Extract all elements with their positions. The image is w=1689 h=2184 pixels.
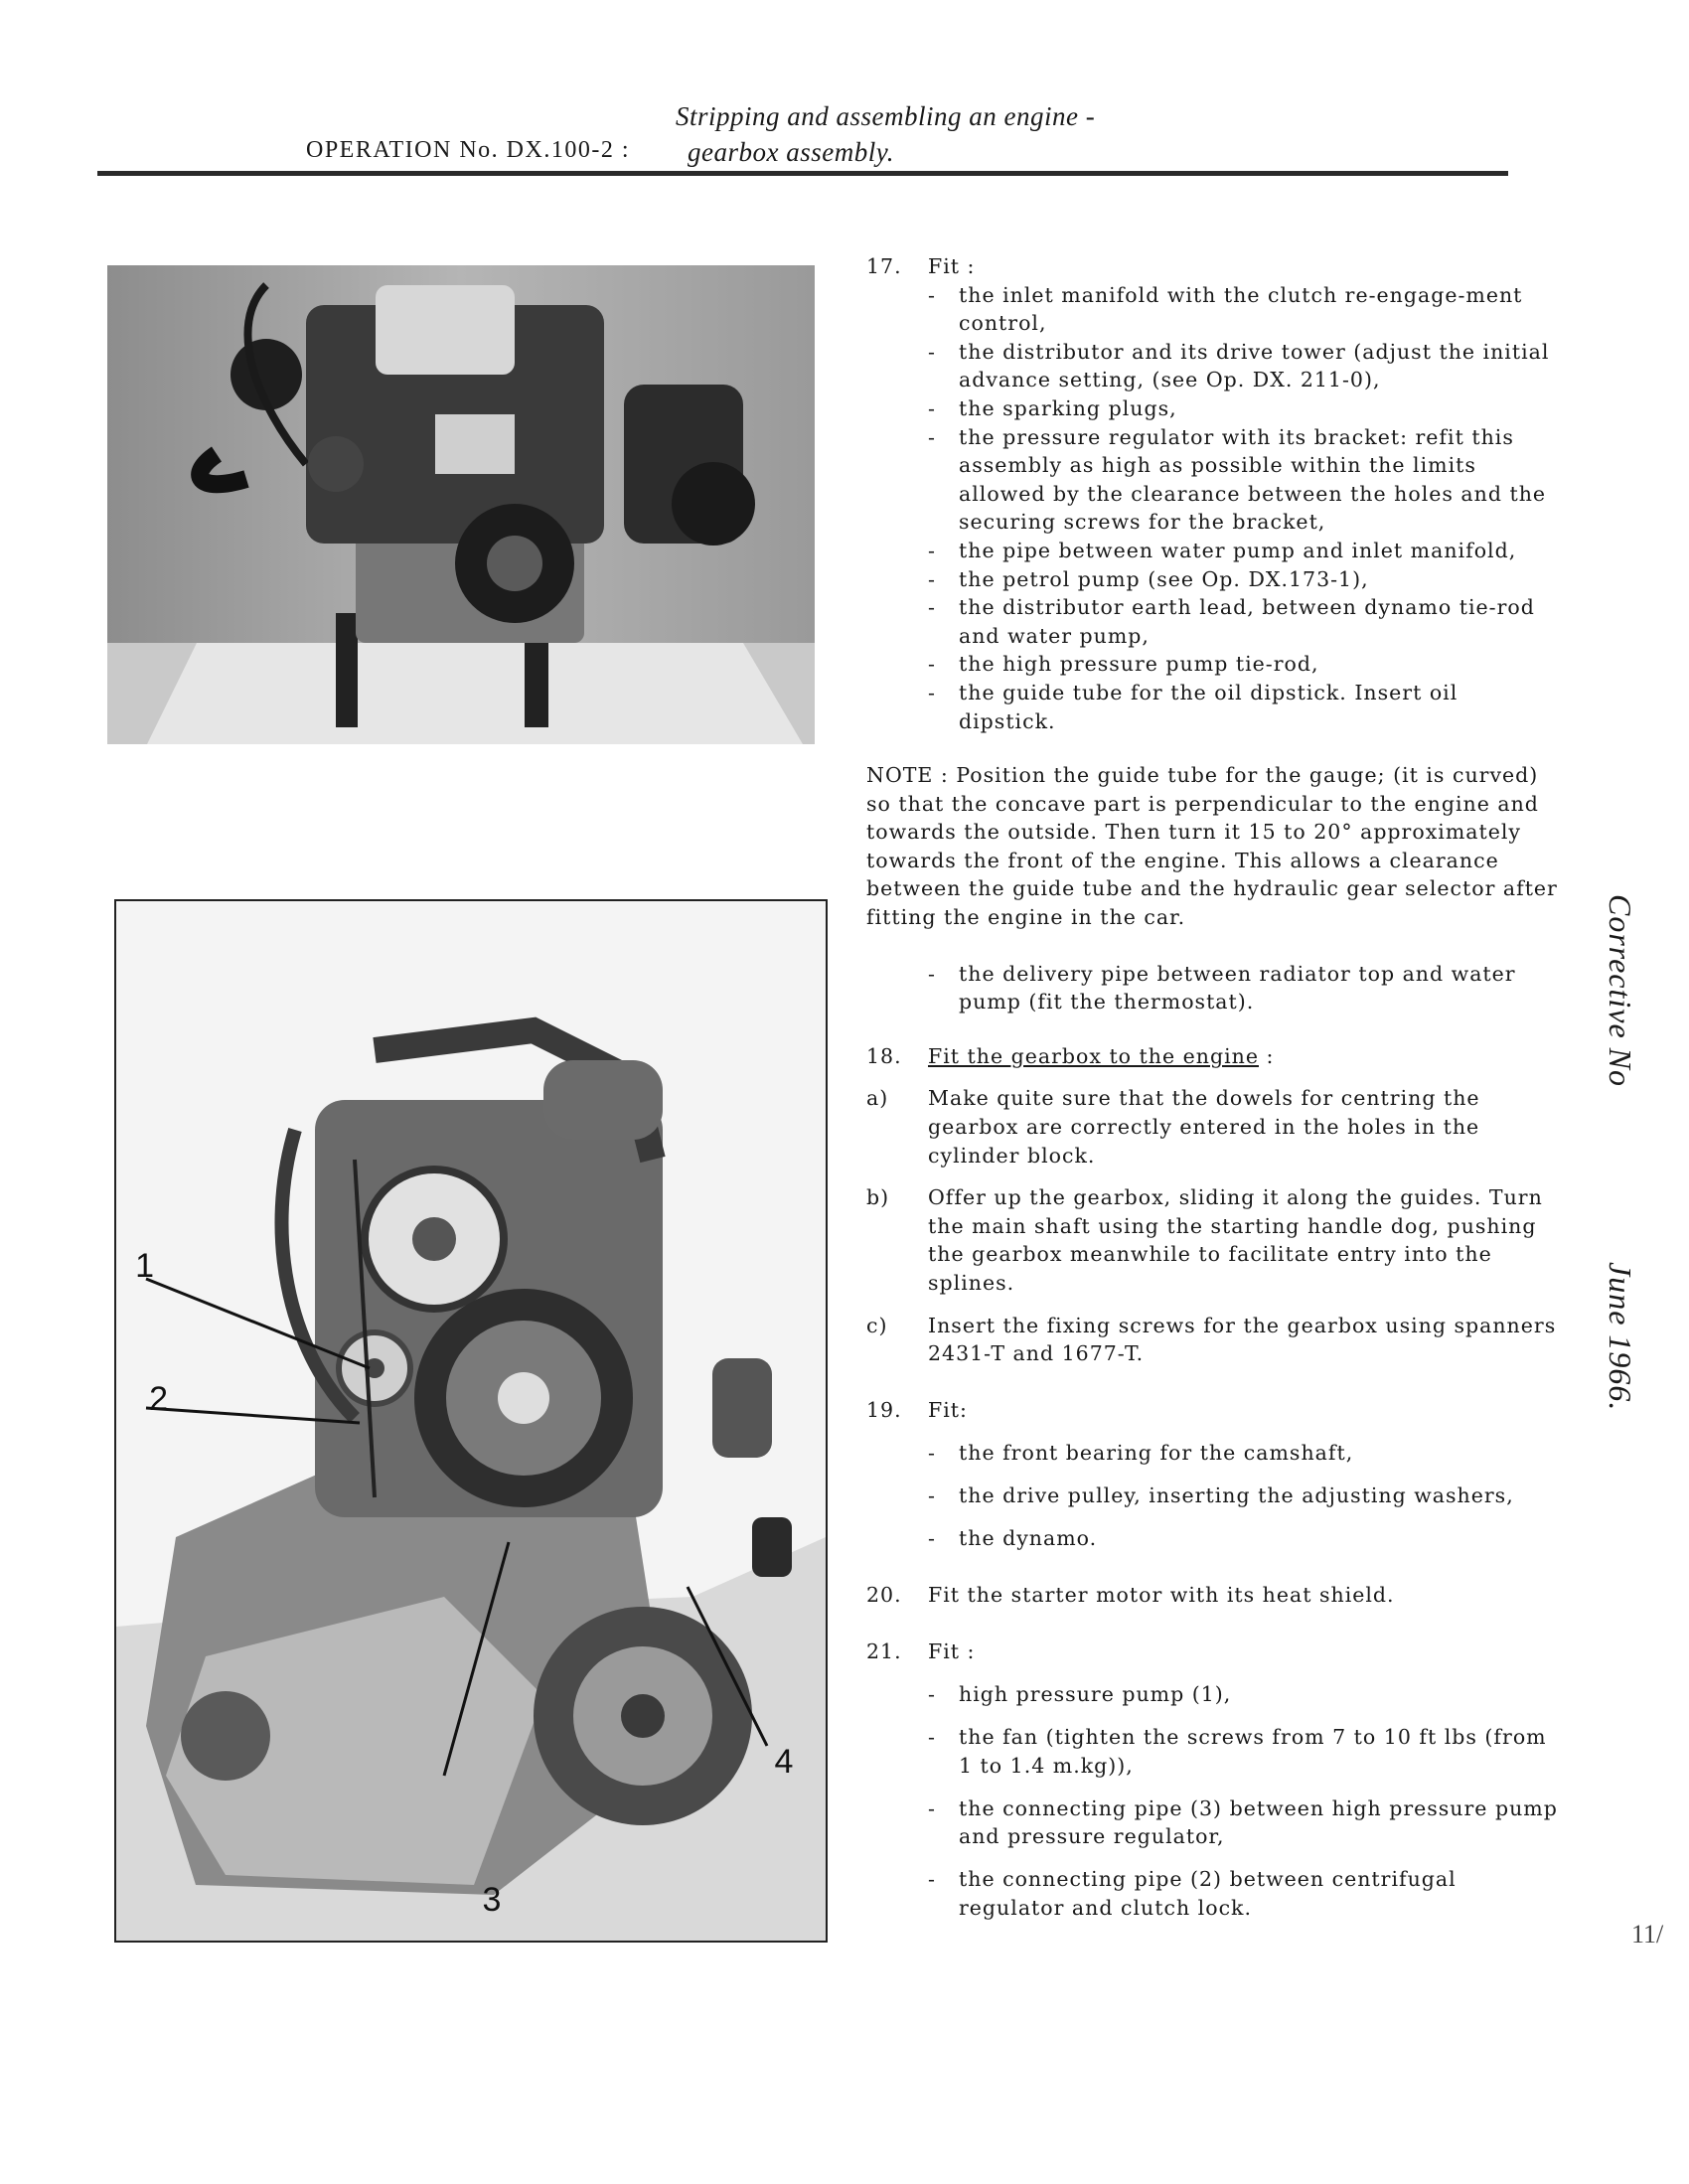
list-item: - the high pressure pump tie-rod, xyxy=(928,652,1319,677)
step-19-list xyxy=(866,1439,1562,1553)
list-item: - the sparking plugs, xyxy=(928,395,1177,420)
list-item: - the guide tube for the oil dipstick. Insert oil dipstick. xyxy=(928,680,1459,733)
list-item: - the delivery pipe between radiator top and water pump (fit the thermostat). xyxy=(928,961,1516,1014)
list-item: - the fan (tighten the screws from 7 to 10 ft lbs (from 1 to 1.4 m.kg)), xyxy=(928,1724,1547,1778)
callout-4: 4 xyxy=(774,1743,794,1781)
engine-photo-top xyxy=(107,265,815,744)
step-text: Fit the starter motor with its heat shield. xyxy=(928,1582,1395,1607)
step-label: Fit : xyxy=(928,1638,976,1663)
list-item: - the inlet manifold with the clutch re-engage-ment control, xyxy=(928,282,1523,336)
list-item: - the connecting pipe (2) between centrifugal regulator and clutch lock. xyxy=(928,1867,1457,1921)
list-item: - the drive pulley, inserting the adjusting washers, xyxy=(928,1483,1514,1508)
document-subtitle: gearbox assembly. xyxy=(688,137,894,167)
list-item: - the distributor and its drive tower (adjust the initial advance setting, (see Op. DX. 211-0), xyxy=(928,339,1550,392)
substep-c: c) Insert the fixing screws for the gearbox using spanners 2431-T and 1677-T. xyxy=(866,1313,1557,1366)
step-label: Fit: xyxy=(928,1397,968,1422)
callout-1: 1 xyxy=(135,1247,154,1285)
list-item: - the distributor earth lead, between dynamo tie-rod and water pump, xyxy=(928,595,1535,648)
step-number: 19. xyxy=(866,1397,902,1422)
operation-number: OPERATION No. DX.100-2 : xyxy=(306,137,630,163)
step-21-list xyxy=(866,1680,1562,1923)
document-title: Stripping and assembling an engine - xyxy=(676,101,1096,131)
callout-3: 3 xyxy=(482,1881,502,1919)
margin-date: June 1966. xyxy=(1603,1262,1638,1412)
list-item: - the pressure regulator with its bracket: refit this assembly as high as possible within the limits allowed by the clearance between the holes and the securing screws for the bracket, xyxy=(928,424,1547,535)
page-mark: 11/ xyxy=(1631,1920,1664,1949)
step-number: 21. xyxy=(866,1638,902,1663)
substep-a: a) Make quite sure that the dowels for centring the gearbox are correctly entered in the holes in the cylinder block. xyxy=(866,1086,1480,1168)
note-text: NOTE : Position the guide tube for the gauge; (it is curved) so that the concave part is perpendicular to the engine and towards the outside. Then turn it 15 to 20° approximately towards the front of the engine. This allows a clearance between the guide tube and the hydraulic gear selector after fitting the engine in the car. xyxy=(866,763,1558,930)
step-number: 17. xyxy=(866,254,902,278)
step-17-extra xyxy=(866,960,1562,1016)
list-item: - high pressure pump (1), xyxy=(928,1681,1232,1706)
step-label: Fit : xyxy=(928,254,976,278)
list-item: - the front bearing for the camshaft, xyxy=(928,1440,1354,1465)
step-18: 18. Fit the gearbox to the engine : a) Make quite sure that the dowels for centring the gearbox are correctly entered in the holes in the cylinder block. b) Offer up the gearbox, sliding it along the guides. Turn the main shaft using the starting handle dog, pushing the gearbox meanwhile to facilitate entry into the splines. c) Insert the fixing screws for the gearbox using spanners 2431-T and 1677-T. xyxy=(866,1042,1562,1368)
step-number: 18. xyxy=(866,1043,902,1068)
list-item: - the petrol pump (see Op. DX.173-1), xyxy=(928,566,1369,591)
step-17 xyxy=(866,252,1562,735)
engine-photo-bottom xyxy=(114,899,828,1943)
list-item: - the dynamo. xyxy=(928,1526,1098,1551)
list-item: - the pipe between water pump and inlet manifold, xyxy=(928,538,1517,562)
header-rule xyxy=(97,171,1508,176)
note-paragraph xyxy=(866,761,1562,932)
step-21 xyxy=(866,1638,1562,1923)
step-number: 20. xyxy=(866,1582,902,1607)
step-19 xyxy=(866,1396,1562,1553)
callout-2: 2 xyxy=(149,1380,168,1418)
step-title: Fit the gearbox to the engine xyxy=(928,1043,1259,1068)
margin-corrective: Corrective No xyxy=(1603,894,1638,1087)
step-17-list xyxy=(866,281,1562,736)
substep-b: b) Offer up the gearbox, sliding it along the guides. Turn the main shaft using the starting handle dog, pushing the gearbox meanwhile to facilitate entry into the splines. xyxy=(866,1185,1543,1295)
instructions-column xyxy=(866,252,1562,1923)
step-20 xyxy=(866,1581,1562,1610)
list-item: - the connecting pipe (3) between high pressure pump and pressure regulator, xyxy=(928,1795,1558,1849)
